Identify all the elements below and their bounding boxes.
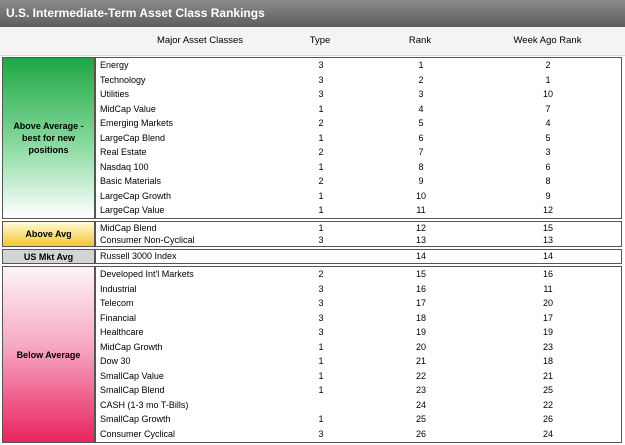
asset-rank: 5 xyxy=(418,118,424,128)
group-label-us-mkt-avg: US Mkt Avg xyxy=(2,249,95,264)
asset-class-name: Real Estate xyxy=(100,147,147,157)
asset-type: 1 xyxy=(318,385,324,395)
table-row xyxy=(96,340,621,355)
asset-rank: 19 xyxy=(415,327,426,337)
asset-rank: 3 xyxy=(418,89,424,99)
header-rank: Rank xyxy=(408,35,432,46)
table-row xyxy=(96,233,621,248)
asset-week-ago-rank: 16 xyxy=(542,269,553,279)
asset-rank: 17 xyxy=(415,298,426,308)
group-above-avg xyxy=(0,221,625,247)
asset-type: 1 xyxy=(318,370,324,381)
asset-type xyxy=(306,249,336,264)
asset-rank: 22 xyxy=(415,370,426,381)
asset-rank: 8 xyxy=(418,161,424,172)
asset-class-name: Financial xyxy=(100,312,137,323)
group-rows-us-mkt-avg xyxy=(95,249,622,264)
asset-week-ago-rank: 14 xyxy=(542,251,553,261)
asset-week-ago-rank: 3 xyxy=(545,147,551,157)
asset-week-ago-rank: 12 xyxy=(542,205,553,215)
group-above-average xyxy=(0,57,625,219)
asset-rank: 20 xyxy=(415,341,426,352)
asset-week-ago-rank: 6 xyxy=(545,161,551,172)
asset-rank: 9 xyxy=(418,176,424,186)
asset-class-name: Russell 3000 Index xyxy=(100,251,177,261)
asset-week-ago-rank: 13 xyxy=(542,235,553,245)
table-row xyxy=(96,412,621,427)
asset-class-name: SmallCap Growth xyxy=(100,414,171,424)
group-rows-above-average xyxy=(95,57,622,219)
asset-class-name: MidCap Growth xyxy=(100,341,163,352)
asset-type: 3 xyxy=(318,89,324,99)
asset-week-ago-rank: 18 xyxy=(542,356,553,366)
asset-class-name: LargeCap Blend xyxy=(100,132,166,143)
asset-class-name: MidCap Blend xyxy=(100,223,157,233)
table-row xyxy=(96,58,621,73)
table-row xyxy=(96,267,621,282)
asset-week-ago-rank: 19 xyxy=(542,327,553,337)
asset-class-name: Emerging Markets xyxy=(100,118,174,128)
group-us-mkt-avg xyxy=(0,249,625,264)
group-below-average xyxy=(0,266,625,443)
asset-week-ago-rank: 21 xyxy=(542,370,553,381)
asset-week-ago-rank: 20 xyxy=(542,298,553,308)
table-row xyxy=(96,203,621,218)
table-row xyxy=(96,87,621,102)
table-row xyxy=(96,189,621,204)
asset-week-ago-rank: 5 xyxy=(545,132,551,143)
asset-rank: 6 xyxy=(418,132,424,143)
asset-rank: 25 xyxy=(415,414,426,424)
asset-type: 3 xyxy=(318,60,324,70)
table-row xyxy=(96,325,621,340)
asset-class-name: Energy xyxy=(100,60,129,70)
asset-type: 1 xyxy=(318,103,324,114)
asset-rank: 16 xyxy=(415,283,426,294)
table-row xyxy=(96,131,621,146)
asset-week-ago-rank: 2 xyxy=(545,60,551,70)
asset-week-ago-rank: 15 xyxy=(542,223,553,233)
asset-rank: 2 xyxy=(418,74,424,85)
asset-rank: 21 xyxy=(415,356,426,366)
asset-type: 1 xyxy=(318,223,324,233)
asset-class-name: Developed Int'l Markets xyxy=(100,269,194,279)
asset-type: 2 xyxy=(318,269,324,279)
asset-class-name: SmallCap Value xyxy=(100,370,164,381)
asset-week-ago-rank: 11 xyxy=(543,283,553,294)
asset-type: 3 xyxy=(318,235,324,245)
asset-type: 2 xyxy=(318,118,324,128)
asset-type xyxy=(306,398,336,413)
asset-week-ago-rank: 8 xyxy=(545,176,551,186)
table-row xyxy=(96,145,621,160)
asset-type: 1 xyxy=(318,190,324,201)
asset-rank: 1 xyxy=(418,60,424,70)
group-rows-above-avg xyxy=(95,221,622,247)
table-row xyxy=(96,383,621,398)
table-row xyxy=(96,73,621,88)
table-row xyxy=(96,369,621,384)
asset-type: 3 xyxy=(318,312,324,323)
asset-type: 3 xyxy=(318,283,324,294)
asset-week-ago-rank: 26 xyxy=(542,414,553,424)
group-label-above-avg: Above Avg xyxy=(2,221,95,247)
asset-week-ago-rank: 4 xyxy=(545,118,551,128)
asset-type: 3 xyxy=(318,74,324,85)
group-rows-below-average xyxy=(95,266,622,443)
asset-type: 3 xyxy=(318,298,324,308)
table-row xyxy=(96,427,621,442)
asset-week-ago-rank: 10 xyxy=(542,89,553,99)
asset-rank: 15 xyxy=(415,269,426,279)
asset-type: 1 xyxy=(318,356,324,366)
asset-type: 2 xyxy=(318,147,324,157)
table-row xyxy=(96,296,621,311)
asset-week-ago-rank: 7 xyxy=(545,103,551,114)
asset-class-name: LargeCap Growth xyxy=(100,190,172,201)
asset-week-ago-rank: 17 xyxy=(542,312,553,323)
table-row xyxy=(96,282,621,297)
asset-rank: 12 xyxy=(415,223,426,233)
asset-type: 1 xyxy=(318,132,324,143)
asset-rank: 14 xyxy=(415,251,426,261)
asset-week-ago-rank: 23 xyxy=(542,341,553,352)
asset-class-name: SmallCap Blend xyxy=(100,385,165,395)
table-row xyxy=(96,116,621,131)
table-row xyxy=(96,354,621,369)
asset-rank: 23 xyxy=(415,385,426,395)
table-row xyxy=(96,102,621,117)
asset-type: 1 xyxy=(318,414,324,424)
asset-type: 3 xyxy=(318,428,324,439)
asset-rank: 7 xyxy=(418,147,424,157)
asset-class-name: Utilities xyxy=(100,89,130,99)
table-row xyxy=(96,174,621,189)
asset-type: 1 xyxy=(318,161,324,172)
asset-rank: 13 xyxy=(415,235,426,245)
table-header xyxy=(0,27,625,56)
table-row xyxy=(96,311,621,326)
header-week-ago-rank: Week Ago Rank xyxy=(513,35,582,46)
asset-type: 1 xyxy=(318,205,324,215)
asset-class-name: LargeCap Value xyxy=(100,205,165,215)
asset-class-name: Technology xyxy=(100,74,146,85)
asset-class-name: Industrial xyxy=(100,283,137,294)
asset-rank: 26 xyxy=(415,428,426,439)
asset-week-ago-rank: 24 xyxy=(542,428,553,439)
asset-class-name: Nasdaq 100 xyxy=(100,161,149,172)
header-major-asset-classes: Major Asset Classes xyxy=(156,35,244,46)
group-label-below-average: Below Average xyxy=(2,266,95,443)
asset-week-ago-rank: 9 xyxy=(545,190,551,201)
asset-rank: 10 xyxy=(415,190,426,201)
asset-rank: 4 xyxy=(418,103,424,114)
asset-class-name: Healthcare xyxy=(100,327,144,337)
page-title: U.S. Intermediate-Term Asset Class Rankings xyxy=(0,0,625,27)
asset-type: 1 xyxy=(318,341,324,352)
group-label-above-average: Above Average - best for new positions xyxy=(2,57,95,219)
asset-class-name: Dow 30 xyxy=(100,356,131,366)
asset-rank: 24 xyxy=(415,399,426,410)
asset-rank: 11 xyxy=(416,205,426,215)
header-type: Type xyxy=(309,35,331,46)
table-row xyxy=(96,398,621,413)
asset-type: 2 xyxy=(318,176,324,186)
asset-class-name: CASH (1-3 mo T-Bills) xyxy=(100,399,189,410)
asset-type: 3 xyxy=(318,327,324,337)
asset-week-ago-rank: 25 xyxy=(542,385,553,395)
asset-class-name: Consumer Cyclical xyxy=(100,428,176,439)
asset-week-ago-rank: 22 xyxy=(542,399,553,410)
asset-week-ago-rank: 1 xyxy=(545,74,551,85)
asset-class-name: Consumer Non-Cyclical xyxy=(100,235,195,245)
asset-class-name: Telecom xyxy=(100,298,134,308)
asset-class-name: Basic Materials xyxy=(100,176,162,186)
table-row xyxy=(96,160,621,175)
table-row xyxy=(96,249,621,264)
asset-class-name: MidCap Value xyxy=(100,103,156,114)
asset-rank: 18 xyxy=(415,312,426,323)
